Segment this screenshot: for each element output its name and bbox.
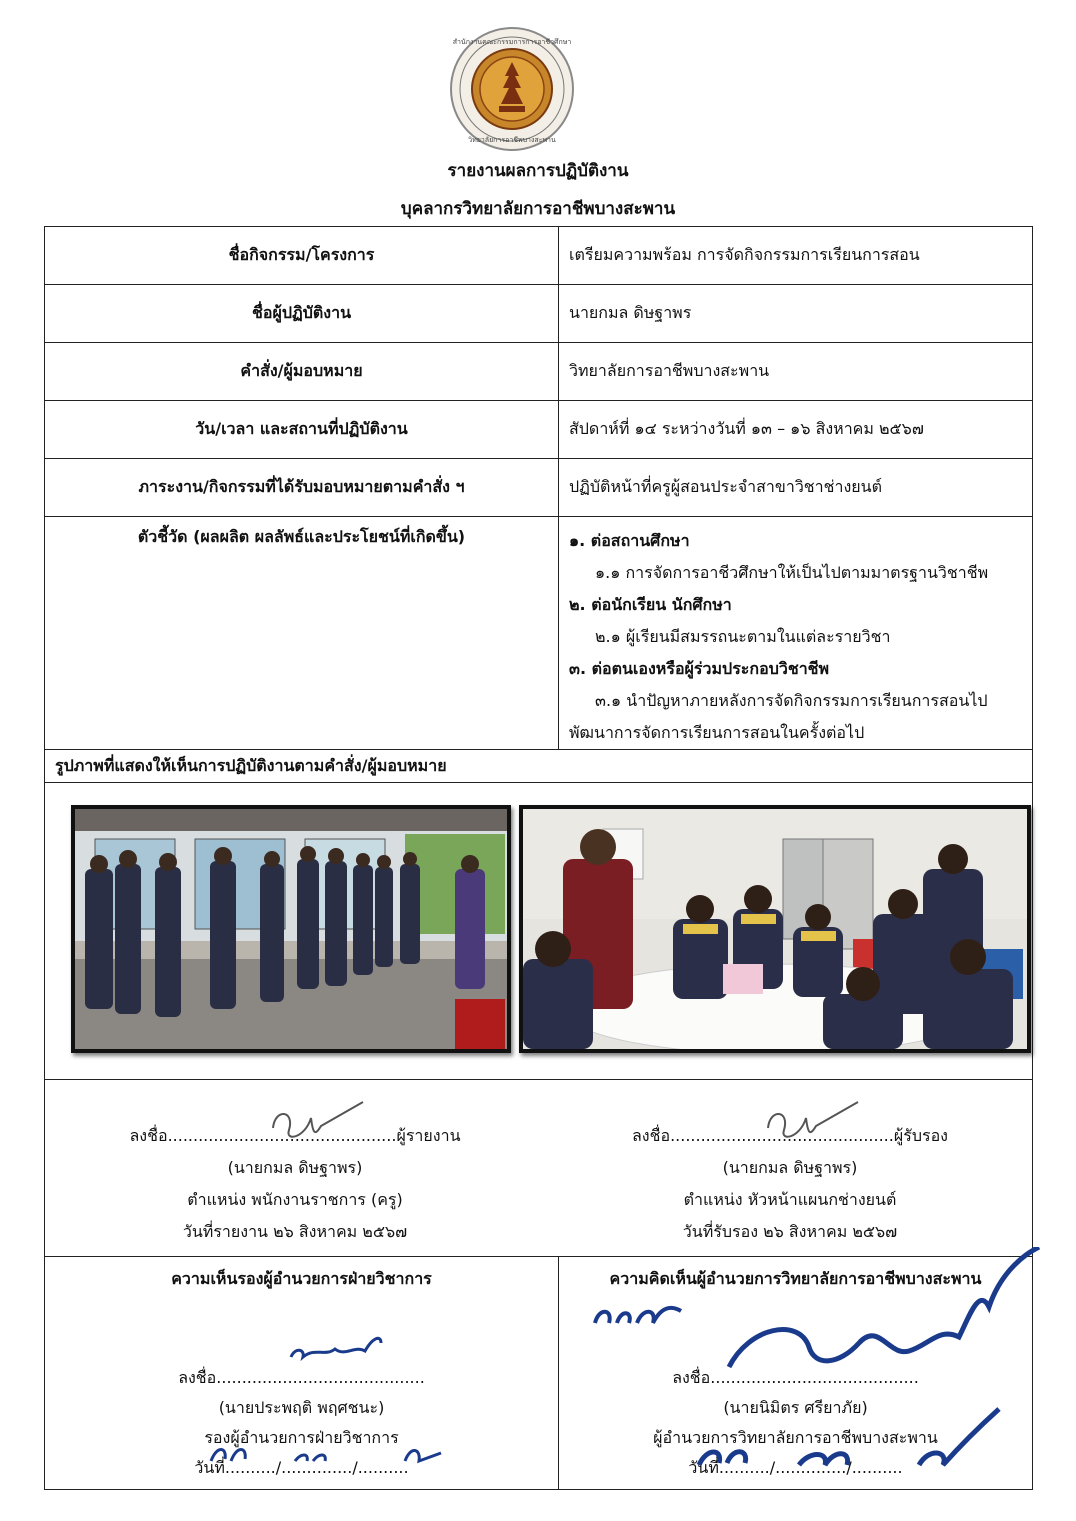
table-row [45, 227, 1033, 285]
svg-text:วิทยาลัยการอาชีพบางสะพาน: วิทยาลัยการอาชีพบางสะพาน [468, 136, 556, 144]
reporter-position: ตำแหน่ง พนักงานราชการ (ครู) [187, 1190, 403, 1209]
indicators-label-text: ตัวชี้วัด (ผลผลิต ผลลัพธ์และประโยชน์ที่เกิดขึ้น) [137, 527, 466, 546]
indicators-list [559, 517, 1033, 750]
classroom-meeting-photo [519, 805, 1031, 1053]
row-value: เตรียมความพร้อม การจัดกิจกรรมการเรียนการสอน [559, 227, 1033, 285]
indicator-item: ๒.๑ ผู้เรียนมีสมรรถนะตามในแต่ละรายวิชา [595, 627, 891, 646]
indicators-label [45, 517, 559, 750]
photos-row [45, 783, 1033, 1080]
reporter-name: (นายกมล ดิษฐาพร) [227, 1158, 363, 1177]
certifier-name: (นายกมล ดิษฐาพร) [722, 1158, 858, 1177]
approvals-row [45, 1257, 1033, 1490]
deputy-handwritten-date [205, 1439, 455, 1469]
reporter-date: วันที่รายงาน ๒๖ สิงหาคม ๒๕๖๗ [182, 1222, 408, 1241]
director-date: วันที่........../............../.......... [688, 1458, 903, 1477]
indicator-item-continued: พัฒนาการจัดการเรียนการสอนในครั้งต่อไป [569, 723, 865, 742]
deputy-approval-title: ความเห็นรองผู้อำนวยการฝ่ายวิชาการ [171, 1269, 432, 1288]
row-value: นายกมล ดิษฐาพร [559, 285, 1033, 343]
deputy-approval-cell [45, 1257, 559, 1490]
indicator-heading: ๑. ต่อสถานศึกษา [569, 531, 690, 550]
reporter-sign-line: ลงชื่อ.............................................ผู้รายงาน [129, 1126, 461, 1145]
deputy-date: วันที่........../............../.......... [194, 1458, 409, 1477]
director-handwritten-date [679, 1407, 1009, 1477]
indicator-heading: ๓. ต่อตนเองหรือผู้ร่วมประกอบวิชาชีพ [569, 659, 830, 678]
photos-heading: รูปภาพที่แสดงให้เห็นการปฏิบัติงานตามคำสั่ง/ผู้มอบหมาย [45, 750, 1033, 783]
row-value: ปฏิบัติหน้าที่ครูผู้สอนประจำสาขาวิชาช่างยนต์ [559, 459, 1033, 517]
indicator-item: ๑.๑ การจัดการอาชีวศึกษาให้เป็นไปตามมาตรฐานวิชาชีพ [595, 563, 989, 582]
director-note-ink [589, 1297, 689, 1337]
director-name: (นายนิมิตร ศรียาภัย) [723, 1398, 868, 1417]
report-subtitle: บุคลากรวิทยาลัยการอาชีพบางสะพาน [400, 199, 676, 219]
indicator-item: ๓.๑ นำปัญหาภายหลังการจัดกิจกรรมการเรียนการสอนไป [595, 691, 988, 710]
photos-heading-row [45, 750, 1033, 783]
deputy-signature-mark [285, 1327, 395, 1367]
certifier-sign-line: ลงชื่อ............................................ผู้รับรอง [631, 1126, 948, 1145]
workshop-students-photo [71, 805, 511, 1053]
row-label: ชื่อผู้ปฏิบัติงาน [45, 285, 559, 343]
row-label: วัน/เวลา และสถานที่ปฏิบัติงาน [45, 401, 559, 459]
report-table [44, 226, 1033, 1490]
row-label: ภาระงาน/กิจกรรมที่ได้รับมอบหมายตามคำสั่ง ฯ [45, 459, 559, 517]
reporter-signature-block [105, 1120, 485, 1248]
svg-text:สำนักงานคณะกรรมการการอาชีวศึกษ: สำนักงานคณะกรรมการการอาชีวศึกษา [452, 38, 572, 46]
director-sign-line: ลงชื่อ......................................... [672, 1368, 919, 1387]
table-row [45, 285, 1033, 343]
table-row [45, 459, 1033, 517]
table-row [45, 401, 1033, 459]
director-approval-cell [559, 1257, 1033, 1490]
certifier-signature-block [600, 1120, 980, 1248]
director-approval-title: ความคิดเห็นผู้อำนวยการวิทยาลัยการอาชีพบางสะพาน [609, 1269, 982, 1288]
table-row [45, 343, 1033, 401]
certifier-position: ตำแหน่ง หัวหน้าแผนกช่างยนต์ [683, 1190, 897, 1209]
row-label: ชื่อกิจกรรม/โครงการ [45, 227, 559, 285]
report-title: รายงานผลการปฏิบัติงาน [447, 161, 629, 181]
signatures-row [45, 1080, 1033, 1257]
row-value: วิทยาลัยการอาชีพบางสะพาน [559, 343, 1033, 401]
director-position: ผู้อำนวยการวิทยาลัยการอาชีพบางสะพาน [653, 1428, 938, 1447]
deputy-sign-line: ลงชื่อ......................................... [178, 1368, 425, 1387]
row-value: สัปดาห์ที่ ๑๔ ระหว่างวันที่ ๑๓ – ๑๖ สิงหาคม ๒๕๖๗ [559, 401, 1033, 459]
indicator-heading: ๒. ต่อนักเรียน นักศึกษา [569, 595, 732, 614]
institution-seal-logo [449, 26, 575, 152]
deputy-position: รองผู้อำนวยการฝ่ายวิชาการ [204, 1428, 399, 1447]
indicators-row [45, 517, 1033, 750]
row-label: คำสั่ง/ผู้มอบหมาย [45, 343, 559, 401]
certifier-date: วันที่รับรอง ๒๖ สิงหาคม ๒๕๖๗ [682, 1222, 898, 1241]
deputy-name: (นายประพฤติ พฤศชนะ) [218, 1398, 385, 1417]
